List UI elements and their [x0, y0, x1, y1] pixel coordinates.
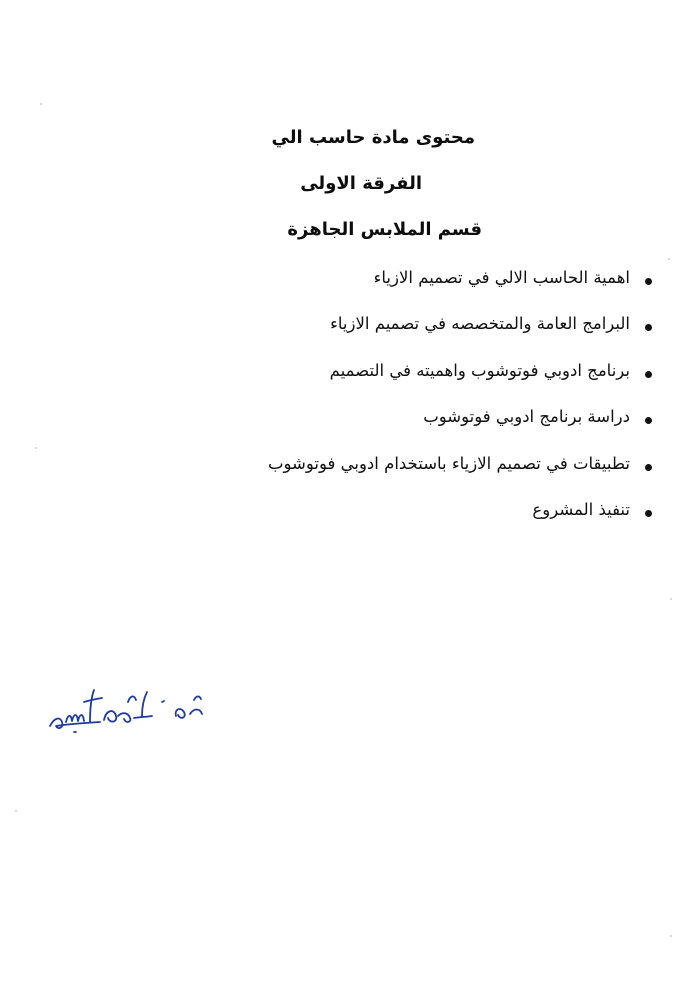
list-item: [268, 402, 652, 448]
list-item-text: اهمية الحاسب الالي في تصميم الازياء: [373, 268, 630, 287]
bullet-icon: [645, 464, 652, 471]
scan-speck: [670, 598, 672, 600]
list-item-text: البرامج العامة والمتخصصه في تصميم الازياء: [330, 314, 630, 334]
list-item: [268, 495, 652, 541]
list-item-text: تطبيقات في تصميم الازياء باستخدام ادوبي فوتوشوب: [267, 453, 630, 473]
scan-speck: [35, 447, 37, 449]
bullet-icon: [645, 371, 652, 378]
bullet-icon: [645, 324, 652, 331]
scan-speck: [40, 103, 42, 105]
list-item: [268, 449, 652, 495]
title-year: الفرقة الاولى: [300, 173, 422, 194]
title-subject: محتوى مادة حاسب الي: [271, 127, 475, 148]
bullet-icon: [645, 278, 652, 285]
list-item: [268, 356, 652, 402]
list-item-text: دراسة برنامج ادوبي فوتوشوب: [423, 407, 630, 427]
contents-list: [268, 263, 652, 541]
title-department: قسم الملابس الجاهزة: [287, 219, 482, 240]
bullet-icon: [645, 417, 652, 424]
scan-speck: [15, 810, 17, 812]
list-item: [268, 263, 652, 309]
list-item-text: برنامج ادوبي فوتوشوب واهميته في التصميم: [329, 360, 630, 380]
list-item: [268, 309, 652, 355]
signature-image: [44, 672, 214, 742]
scan-speck: [670, 935, 672, 937]
list-item-text: تنفيذ المشروع: [532, 499, 630, 519]
bullet-icon: [645, 510, 652, 517]
scan-speck: [668, 258, 670, 260]
